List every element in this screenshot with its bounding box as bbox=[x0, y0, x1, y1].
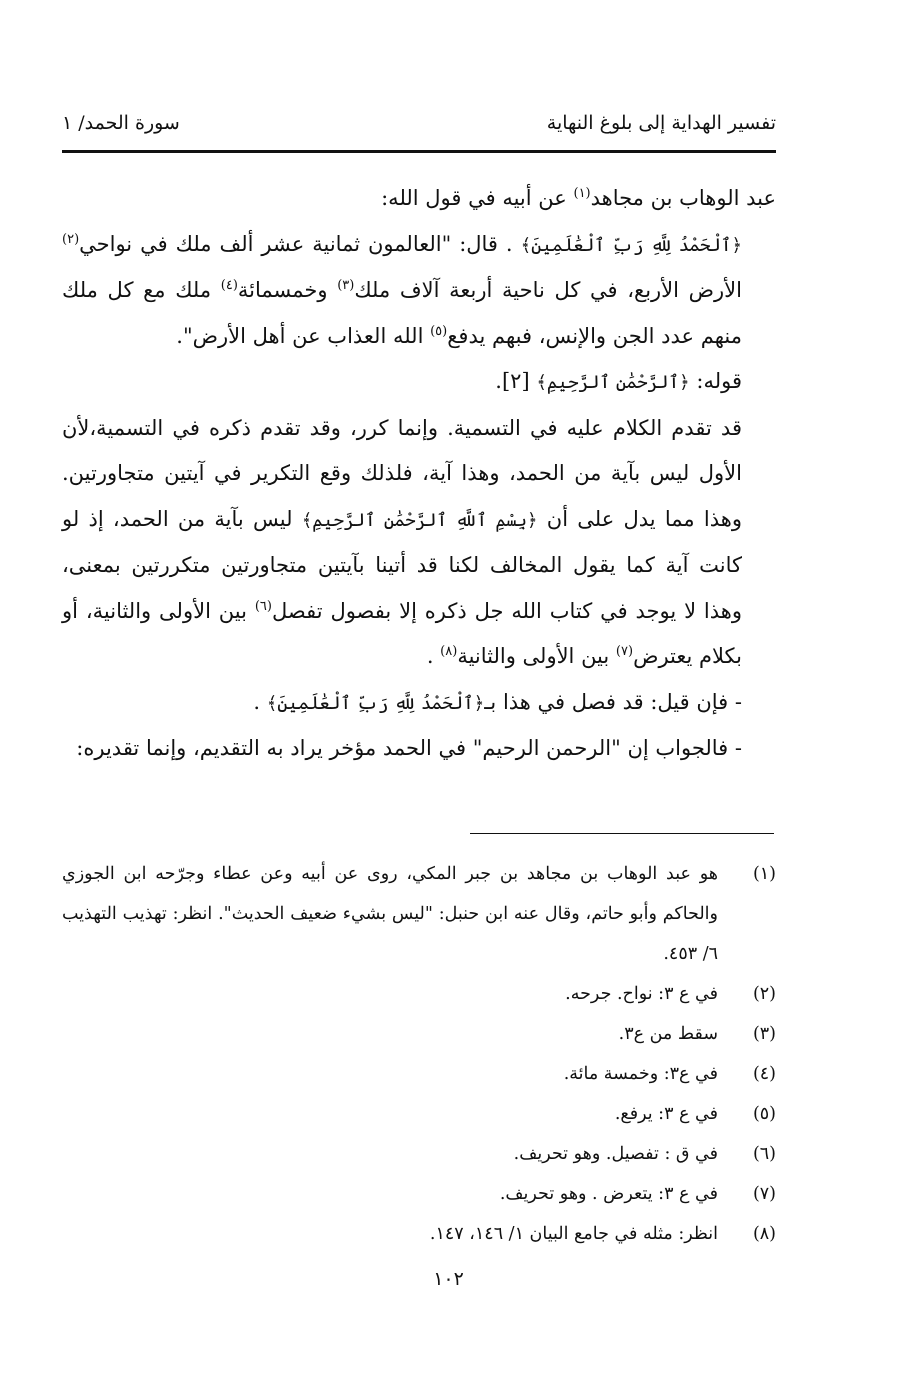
text-run: الله العذاب عن أهل الأرض". bbox=[176, 323, 431, 348]
page-number: ١٠٢ bbox=[433, 1268, 464, 1290]
text-run: . bbox=[426, 644, 441, 668]
footnote-number: (٧) bbox=[752, 1184, 776, 1204]
paragraph bbox=[62, 176, 776, 222]
footnote-reference: (٧) bbox=[615, 644, 634, 659]
footnote bbox=[62, 974, 776, 1014]
book-title: تفسير الهداية إلى بلوغ النهاية bbox=[546, 112, 776, 134]
footnote-text: انظر: مثله في جامع البيان ١/ ١٤٦، ١٤٧. bbox=[429, 1224, 718, 1244]
footnote-reference: (٦) bbox=[254, 598, 272, 614]
footnote-reference: (٢) bbox=[62, 231, 80, 247]
text-run: - فالجواب إن "الرحمن الرحيم" في الحمد مؤخر يراد به التقديم، وإنما تقديره: bbox=[76, 736, 742, 760]
text-run: عبد الوهاب بن مجاهد bbox=[590, 186, 776, 210]
footnote bbox=[62, 1054, 776, 1094]
footnote-number: (٢) bbox=[752, 984, 776, 1004]
footnote-text: في ع٣: وخمسة مائة. bbox=[563, 1064, 718, 1084]
text-run: قد تقدم الكلام عليه في التسمية. وإنما كرر، وقد تقدم ذكره في التسمية،لأن الأول ليس بآية من الحمد، وهذا آية، فلذلك وقع التكرير في آيتين متجاورتين. وهذا مما يدل على أن bbox=[62, 415, 742, 531]
footnote-reference: (٣) bbox=[337, 278, 355, 293]
footnote-number: (٣) bbox=[752, 1024, 776, 1044]
paragraph bbox=[62, 359, 776, 406]
footnote bbox=[62, 1134, 776, 1174]
text-run: بين الأولى والثانية bbox=[457, 644, 616, 668]
footnote-text: في ع ٣: يرفع. bbox=[614, 1104, 718, 1124]
footnotes bbox=[62, 854, 776, 1254]
footnote-text: سقط من ع٣. bbox=[618, 1024, 718, 1044]
text-run: . قال: "العالمون ثمانية عشر ألف ملك في نواحي bbox=[79, 231, 521, 256]
footnote-reference: (٨) bbox=[440, 644, 458, 659]
text-run: . bbox=[253, 689, 267, 714]
main-text bbox=[62, 176, 776, 772]
footnote-number: (١) bbox=[752, 864, 776, 884]
footnote-separator bbox=[470, 833, 774, 834]
text-run: وخمسمائة bbox=[237, 278, 338, 302]
quran-verse: ﴿بِسْمِ ٱللَّهِ ٱلرَّحْمَٰنِ ٱلرَّحِيمِ﴾ bbox=[301, 509, 538, 531]
footnote-reference: (٤) bbox=[220, 278, 238, 293]
footnote-number: (٨) bbox=[752, 1224, 776, 1244]
footnote bbox=[62, 854, 776, 974]
text-run: ليس بآية من الحمد، إذ لو كانت آية كما يقول المخالف لكنا قد أتينا بآيتين متجاورتين متكررتين بمعنى، وهذا لا يوجد في كتاب الله جل ذكره إلا بفصول تفصل bbox=[62, 506, 742, 623]
footnote-text: في ق : تفصيل. وهو تحريف. bbox=[513, 1144, 718, 1164]
text-run: ملك مع كل ملك منهم عدد الجن والإنس، فبهم يدفع bbox=[62, 278, 742, 348]
footnote bbox=[62, 1094, 776, 1134]
footnote-text: هو عبد الوهاب بن مجاهد بن جبر المكي، روى عن أبيه وعن عطاء وجرّحه ابن الجوزي والحاكم وأبو حاتم، وقال عنه ابن حنبل: "ليس بشيء ضعيف الحديث". انظر: تهذيب التهذيب ٦/ ٤٥٣. bbox=[62, 864, 718, 964]
text-run: قوله: bbox=[689, 369, 742, 393]
footnote bbox=[62, 1014, 776, 1054]
footnote-text: في ع ٣: يتعرض . وهو تحريف. bbox=[499, 1184, 718, 1204]
footnote-number: (٥) bbox=[752, 1104, 776, 1124]
quran-verse: ﴿ٱلْحَمْدُ لِلَّهِ رَبِّ ٱلْعَٰلَمِينَ﴾ bbox=[266, 692, 485, 714]
text-run: [٢]. bbox=[495, 369, 537, 393]
footnote-reference: (١) bbox=[573, 186, 591, 201]
paragraph bbox=[62, 680, 776, 727]
footnote-number: (٦) bbox=[752, 1144, 776, 1164]
paragraph bbox=[62, 222, 776, 360]
text-run: - فإن قيل: قد فصل في هذا بـ bbox=[484, 689, 742, 714]
footnote-text: في ع ٣: نواح. جرحه. bbox=[565, 984, 718, 1004]
footnote bbox=[62, 1214, 776, 1254]
text-run: عن أبيه في قول الله: bbox=[381, 186, 574, 210]
paragraph bbox=[62, 406, 776, 680]
chapter-title: سورة الحمد/ ١ bbox=[62, 112, 180, 134]
footnote-number: (٤) bbox=[752, 1064, 776, 1084]
header-rule bbox=[62, 150, 776, 153]
quran-verse: ﴿ٱلرَّحْمَٰنِ ٱلرَّحِيمِ﴾ bbox=[536, 372, 690, 393]
paragraph bbox=[62, 726, 776, 772]
running-header bbox=[62, 112, 776, 148]
quran-verse: ﴿ٱلْحَمْدُ لِلَّهِ رَبِّ ٱلْعَٰلَمِينَ﴾ bbox=[520, 234, 742, 256]
text-run: بين الأولى والثانية، أو بكلام يعترض bbox=[62, 598, 742, 668]
footnote-reference: (٥) bbox=[430, 323, 448, 339]
footnote bbox=[62, 1174, 776, 1214]
text-run: الأرض الأربع، في كل ناحية أربعة آلاف ملك bbox=[354, 278, 742, 302]
